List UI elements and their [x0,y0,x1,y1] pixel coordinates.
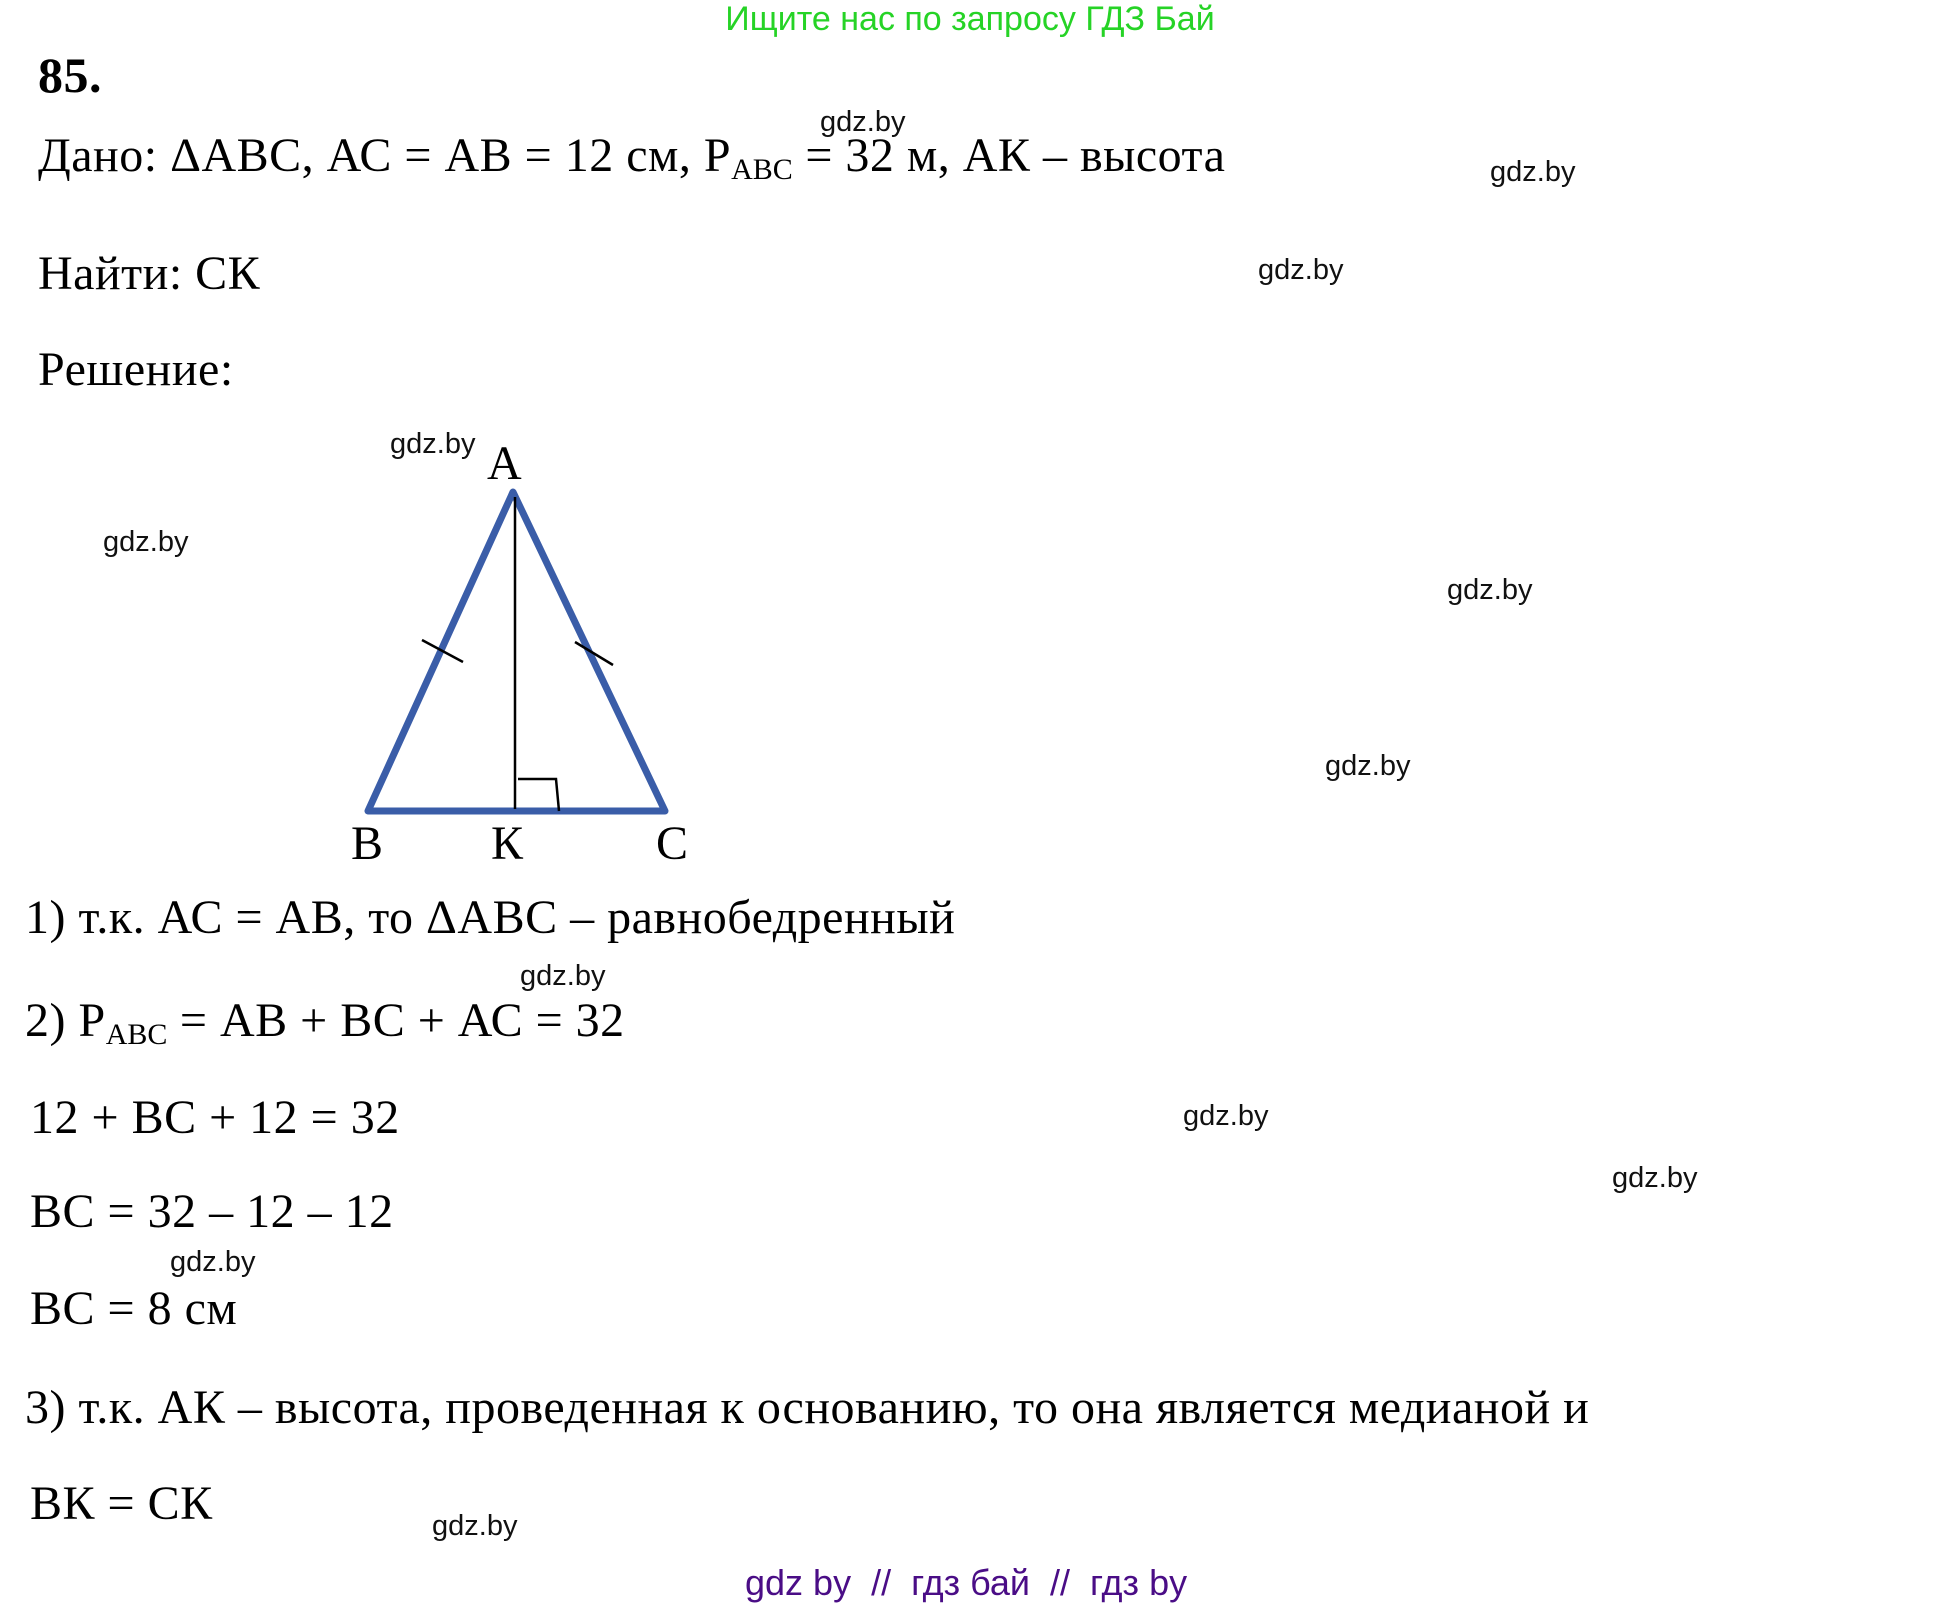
watermark-gdzby: gdz.by [103,526,189,558]
vertex-label-a: А [487,437,523,490]
given-line [38,128,1226,187]
step2-prefix: 2) Р [25,994,106,1047]
right-angle-mark [518,779,559,811]
watermark-gdzby: gdz.by [170,1246,256,1278]
watermark-gdzby: gdz.by [820,106,906,138]
watermark-gdzby: gdz.by [1325,750,1411,782]
step2-subscript: АВС [105,1018,168,1052]
vertex-label-b: В [351,817,384,870]
step2-suffix: = АВ + ВС + АС = 32 [167,994,625,1047]
solution-step-3: 12 + ВС + 12 = 32 [30,1091,400,1144]
watermark-gdzby: gdz.by [1447,574,1533,606]
watermark-gdzby: gdz.by [1490,156,1576,188]
watermark-gdzby: gdz.by [390,428,476,460]
watermark-gdzby: gdz.by [432,1510,518,1542]
watermark-gdzby: gdz.by [1258,254,1344,286]
watermark-gdzby: gdz.by [1183,1100,1269,1132]
solution-step-5: ВС = 8 см [30,1282,238,1335]
triangle-outline [368,492,665,811]
perimeter-subscript: АВС [731,153,793,187]
site-banner: Ищите нас по запросу ГДЗ Бай [725,0,1215,38]
solution-step-1: 1) т.к. АС = АВ, то ΔАВС – равнобедренный [25,891,956,944]
solution-step-2 [25,993,625,1052]
solution-step-4: ВС = 32 – 12 – 12 [30,1185,394,1238]
given-prefix: Дано: ΔАВС, АС = АВ = 12 см, Р [38,129,732,182]
problem-number: 85. [38,47,102,103]
given-suffix: = 32 м, АК – высота [792,129,1226,182]
find-line: Найти: СК [38,247,261,300]
solution-label: Решение: [38,343,234,396]
solution-step-7: ВК = СК [30,1477,213,1530]
vertex-label-k: К [491,817,524,870]
solution-step-6: 3) т.к. АК – высота, проведенная к основанию, то она является медианой и [25,1381,1590,1434]
footer-site-names: gdz by // гдз бай // гдз by [745,1562,1188,1603]
vertex-label-c: С [656,817,689,870]
watermark-gdzby: gdz.by [520,960,606,992]
watermark-gdzby: gdz.by [1612,1162,1698,1194]
